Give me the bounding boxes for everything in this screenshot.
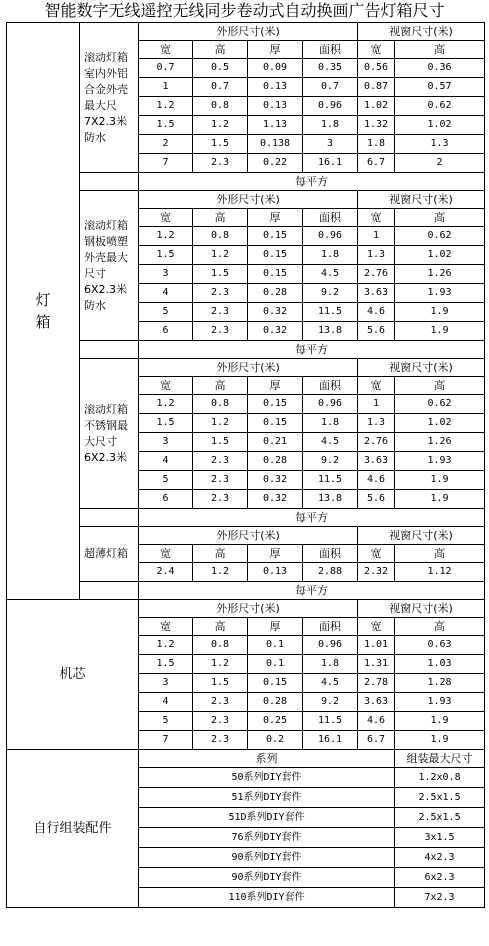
header-row: [7, 750, 485, 768]
data-cell: 1.5: [139, 246, 193, 265]
data-cell: 0.32: [248, 490, 303, 509]
data-cell: 5.6: [358, 322, 395, 341]
data-cell: 1.3: [358, 414, 395, 433]
data-cell: 3: [139, 433, 193, 452]
data-cell: 0.32: [248, 322, 303, 341]
max-size-cell: 6x2.3: [395, 868, 485, 888]
data-cell: 2.3: [193, 471, 248, 490]
depth-header: 厚: [248, 377, 303, 395]
series-cell: 51D系列DIY套件: [139, 808, 395, 828]
data-cell: 2.76: [358, 433, 395, 452]
size-table: [6, 22, 485, 908]
data-cell: 1.26: [395, 265, 485, 284]
data-cell: 0.15: [248, 395, 303, 414]
data-cell: 13.8: [303, 490, 358, 509]
data-cell: 1.9: [395, 712, 485, 731]
series-cell: 90系列DIY套件: [139, 868, 395, 888]
data-cell: 0.62: [395, 395, 485, 414]
data-cell: 0.32: [248, 471, 303, 490]
max-size-cell: 7x2.3: [395, 888, 485, 908]
data-cell: 4.6: [358, 471, 395, 490]
header-row: [7, 23, 485, 41]
section-description: 滚动灯箱钢板喷塑外壳最大尺寸6X2.3米防水: [80, 191, 139, 341]
data-cell: 2: [139, 135, 193, 154]
data-cell: 5: [139, 712, 193, 731]
depth-header: 厚: [248, 545, 303, 563]
blank-cell: [80, 582, 139, 600]
data-cell: 7: [139, 731, 193, 750]
per-sqm-label: 每平方: [139, 173, 485, 191]
data-cell: 1.2: [193, 246, 248, 265]
blank-cell: [80, 173, 139, 191]
data-cell: 0.57: [395, 78, 485, 97]
window-size-header: 视窗尺寸(米): [358, 191, 485, 209]
area-header: 面积: [303, 209, 358, 227]
data-cell: 0.7: [139, 59, 193, 78]
data-cell: 0.25: [248, 712, 303, 731]
data-cell: 0.1: [248, 636, 303, 655]
page-title: 智能数字无线遥控无线同步卷动式自动换画广告灯箱尺寸: [44, 1, 445, 20]
data-cell: 5: [139, 303, 193, 322]
width-header: 宽: [139, 377, 193, 395]
data-cell: 1.02: [395, 116, 485, 135]
data-cell: 6.7: [358, 154, 395, 173]
series-cell: 90系列DIY套件: [139, 848, 395, 868]
data-cell: 6: [139, 490, 193, 509]
window-width-header: 宽: [358, 545, 395, 563]
data-cell: 1.2: [139, 97, 193, 116]
column-header: 面积: [303, 618, 358, 636]
data-cell: 2.3: [193, 322, 248, 341]
window-size-header: 视窗尺寸(米): [358, 600, 485, 618]
header-row: [7, 600, 485, 618]
width-header: 宽: [139, 209, 193, 227]
data-cell: 2.76: [358, 265, 395, 284]
series-cell: 110系列DIY套件: [139, 888, 395, 908]
data-cell: 5.6: [358, 490, 395, 509]
window-size-header: 视窗尺寸(米): [358, 527, 485, 545]
data-cell: 0.35: [303, 59, 358, 78]
data-cell: 4.6: [358, 303, 395, 322]
data-cell: 0.15: [248, 246, 303, 265]
data-cell: 4.5: [303, 433, 358, 452]
data-cell: 11.5: [303, 712, 358, 731]
data-cell: 1.9: [395, 471, 485, 490]
data-cell: 2.3: [193, 154, 248, 173]
blank-cell: [80, 341, 139, 359]
data-cell: 0.32: [248, 303, 303, 322]
data-cell: 3.63: [358, 693, 395, 712]
window-width-header: 宽: [358, 377, 395, 395]
data-cell: 0.28: [248, 284, 303, 303]
data-cell: 1.8: [303, 246, 358, 265]
data-cell: 2.32: [358, 563, 395, 582]
data-cell: 0.56: [358, 59, 395, 78]
outer-size-header: 外形尺寸(米): [139, 527, 358, 545]
data-cell: 1.3: [358, 246, 395, 265]
data-cell: 7: [139, 154, 193, 173]
window-size-header: 视窗尺寸(米): [358, 23, 485, 41]
data-cell: 1.93: [395, 452, 485, 471]
data-cell: 1.8: [358, 135, 395, 154]
data-cell: 1.2: [193, 563, 248, 582]
data-cell: 1: [358, 227, 395, 246]
data-cell: 0.15: [248, 227, 303, 246]
data-cell: 1.5: [139, 655, 193, 674]
data-cell: 1.02: [395, 414, 485, 433]
data-cell: 4.6: [358, 712, 395, 731]
data-cell: 0.7: [303, 78, 358, 97]
data-cell: 0.2: [248, 731, 303, 750]
data-cell: 1: [139, 78, 193, 97]
data-cell: 9.2: [303, 693, 358, 712]
data-cell: 0.138: [248, 135, 303, 154]
area-header: 面积: [303, 377, 358, 395]
data-cell: 2.3: [193, 452, 248, 471]
data-cell: 1.31: [358, 655, 395, 674]
series-cell: 76系列DIY套件: [139, 828, 395, 848]
data-cell: 4.5: [303, 265, 358, 284]
data-cell: 0.13: [248, 563, 303, 582]
data-cell: 1.12: [395, 563, 485, 582]
data-cell: 1.2: [193, 414, 248, 433]
max-size-header: 组装最大尺寸: [395, 750, 485, 768]
data-cell: 1.9: [395, 731, 485, 750]
max-size-cell: 2.5x1.5: [395, 788, 485, 808]
max-size-cell: 3x1.5: [395, 828, 485, 848]
data-cell: 3: [139, 265, 193, 284]
data-cell: 2.4: [139, 563, 193, 582]
data-cell: 1.3: [395, 135, 485, 154]
data-cell: 0.15: [248, 414, 303, 433]
data-cell: 1.13: [248, 116, 303, 135]
outer-size-header: 外形尺寸(米): [139, 191, 358, 209]
height-header: 高: [193, 377, 248, 395]
data-cell: 2.3: [193, 731, 248, 750]
data-cell: 0.15: [248, 265, 303, 284]
data-cell: 0.22: [248, 154, 303, 173]
column-header: 厚: [248, 618, 303, 636]
data-cell: 1.2: [139, 395, 193, 414]
data-cell: 1.5: [193, 674, 248, 693]
data-cell: 1.5: [139, 414, 193, 433]
data-cell: 1.8: [303, 414, 358, 433]
height-header: 高: [193, 209, 248, 227]
column-header: 高: [193, 618, 248, 636]
data-cell: 1: [358, 395, 395, 414]
per-sqm-label: 每平方: [139, 509, 485, 527]
window-width-header: 宽: [358, 41, 395, 59]
data-cell: 1.9: [395, 322, 485, 341]
data-cell: 1.2: [139, 636, 193, 655]
window-size-header: 视窗尺寸(米): [358, 359, 485, 377]
data-cell: 1.01: [358, 636, 395, 655]
data-cell: 0.8: [193, 636, 248, 655]
data-cell: 13.8: [303, 322, 358, 341]
data-cell: 2.3: [193, 693, 248, 712]
data-cell: 3.63: [358, 284, 395, 303]
width-header: 宽: [139, 545, 193, 563]
data-cell: 0.13: [248, 78, 303, 97]
series-header: 系列: [139, 750, 395, 768]
data-cell: 1.2: [193, 655, 248, 674]
data-cell: 0.63: [395, 636, 485, 655]
series-cell: 51系列DIY套件: [139, 788, 395, 808]
data-cell: 0.8: [193, 97, 248, 116]
data-cell: 0.96: [303, 227, 358, 246]
data-cell: 2.3: [193, 490, 248, 509]
area-header: 面积: [303, 545, 358, 563]
data-cell: 0.28: [248, 693, 303, 712]
data-cell: 2: [395, 154, 485, 173]
data-cell: 1.5: [193, 135, 248, 154]
data-cell: 0.62: [395, 227, 485, 246]
category-label-lightbox: 灯 箱: [7, 23, 80, 600]
max-size-cell: 1.2x0.8: [395, 768, 485, 788]
data-cell: 6: [139, 322, 193, 341]
category-label-diy: 自行组装配件: [7, 750, 139, 908]
data-cell: 2.3: [193, 303, 248, 322]
outer-size-header: 外形尺寸(米): [139, 359, 358, 377]
data-cell: 1.93: [395, 284, 485, 303]
data-cell: 0.8: [193, 227, 248, 246]
height-header: 高: [193, 41, 248, 59]
height-header: 高: [193, 545, 248, 563]
data-cell: 0.09: [248, 59, 303, 78]
data-cell: 0.5: [193, 59, 248, 78]
outer-size-header: 外形尺寸(米): [139, 23, 358, 41]
blank-cell: [80, 509, 139, 527]
window-width-header: 宽: [358, 209, 395, 227]
area-header: 面积: [303, 41, 358, 59]
per-sqm-label: 每平方: [139, 582, 485, 600]
data-cell: 1.02: [358, 97, 395, 116]
data-cell: 3: [139, 674, 193, 693]
category-label-core: 机芯: [7, 600, 139, 750]
data-cell: 1.8: [303, 116, 358, 135]
column-header: 宽: [358, 618, 395, 636]
data-cell: 0.87: [358, 78, 395, 97]
data-cell: 1.28: [395, 674, 485, 693]
per-sqm-label: 每平方: [139, 341, 485, 359]
data-cell: 0.36: [395, 59, 485, 78]
data-cell: 1.93: [395, 693, 485, 712]
data-cell: 2.3: [193, 284, 248, 303]
max-size-cell: 2.5x1.5: [395, 808, 485, 828]
data-cell: 0.21: [248, 433, 303, 452]
data-cell: 0.13: [248, 97, 303, 116]
data-cell: 0.1: [248, 655, 303, 674]
series-cell: 50系列DIY套件: [139, 768, 395, 788]
data-cell: 11.5: [303, 471, 358, 490]
data-cell: 0.28: [248, 452, 303, 471]
data-cell: 0.96: [303, 395, 358, 414]
data-cell: 4.5: [303, 674, 358, 693]
data-cell: 0.8: [193, 395, 248, 414]
data-cell: 1.26: [395, 433, 485, 452]
data-cell: 4: [139, 452, 193, 471]
data-cell: 6.7: [358, 731, 395, 750]
data-cell: 16.1: [303, 731, 358, 750]
data-cell: 0.62: [395, 97, 485, 116]
outer-size-header: 外形尺寸(米): [139, 600, 358, 618]
window-height-header: 高: [395, 209, 485, 227]
data-cell: 11.5: [303, 303, 358, 322]
data-cell: 3.63: [358, 452, 395, 471]
depth-header: 厚: [248, 209, 303, 227]
data-cell: 1.5: [139, 116, 193, 135]
width-header: 宽: [139, 41, 193, 59]
data-cell: 0.96: [303, 636, 358, 655]
data-cell: 2.88: [303, 563, 358, 582]
max-size-cell: 4x2.3: [395, 848, 485, 868]
data-cell: 4: [139, 693, 193, 712]
data-cell: 0.15: [248, 674, 303, 693]
data-cell: 2.78: [358, 674, 395, 693]
data-cell: 1.2: [193, 116, 248, 135]
column-header: 宽: [139, 618, 193, 636]
data-cell: 1.02: [395, 246, 485, 265]
window-height-header: 高: [395, 545, 485, 563]
data-cell: 2.3: [193, 712, 248, 731]
data-cell: 1.2: [139, 227, 193, 246]
section-description: 滚动灯箱不锈钢最大尺寸6X2.3米: [80, 359, 139, 509]
data-cell: 1.9: [395, 303, 485, 322]
column-header: 高: [395, 618, 485, 636]
data-cell: 9.2: [303, 284, 358, 303]
section-description: 超薄灯箱: [80, 527, 139, 582]
data-cell: 1.03: [395, 655, 485, 674]
window-height-header: 高: [395, 377, 485, 395]
section-description: 滚动灯箱室内外铝合金外壳最大尺7X2.3米防水: [80, 23, 139, 173]
data-cell: 1.5: [193, 433, 248, 452]
data-cell: 5: [139, 471, 193, 490]
data-cell: 0.7: [193, 78, 248, 97]
data-cell: 9.2: [303, 452, 358, 471]
data-cell: 4: [139, 284, 193, 303]
data-cell: 0.96: [303, 97, 358, 116]
depth-header: 厚: [248, 41, 303, 59]
data-cell: 1.9: [395, 490, 485, 509]
data-cell: 1.32: [358, 116, 395, 135]
data-cell: 3: [303, 135, 358, 154]
window-height-header: 高: [395, 41, 485, 59]
data-cell: 1.5: [193, 265, 248, 284]
data-cell: 16.1: [303, 154, 358, 173]
data-cell: 1.8: [303, 655, 358, 674]
